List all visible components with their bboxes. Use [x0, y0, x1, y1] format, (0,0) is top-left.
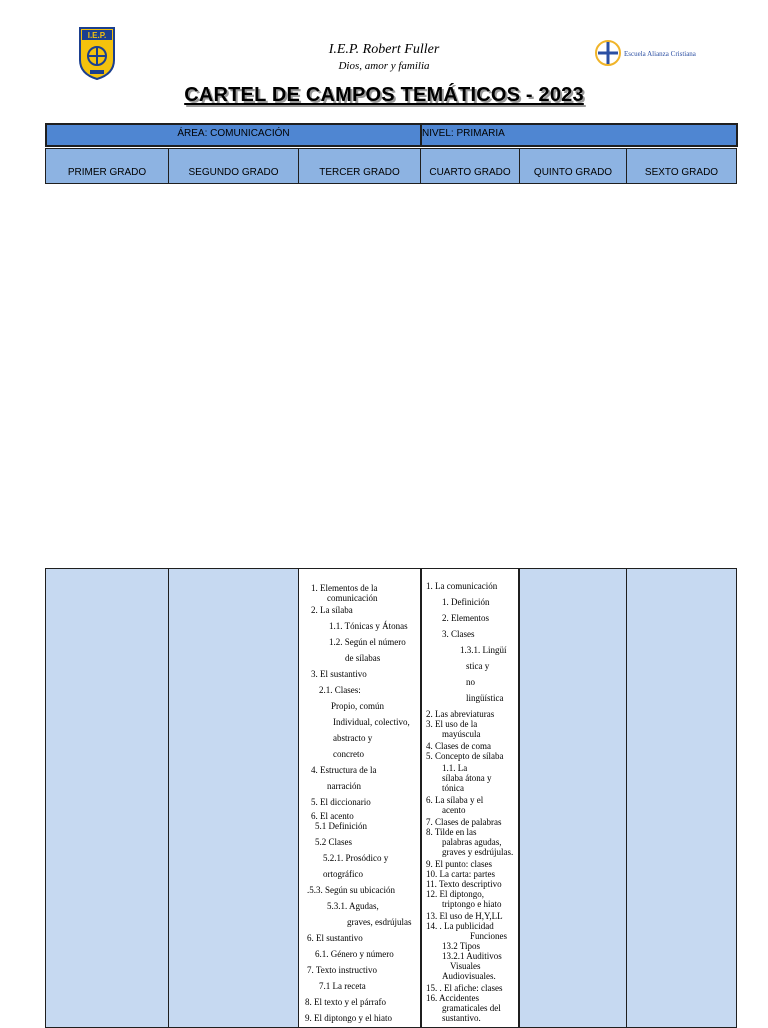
- quinto-grado-cell: [519, 568, 627, 1028]
- topic-line: triptongo e hiato: [442, 899, 502, 909]
- topic-line: graves y esdrújulas.: [442, 847, 514, 857]
- topic-line: 9. El diptongo y el hiato: [305, 1013, 392, 1023]
- grade-header-sexto: SEXTO GRADO: [626, 148, 737, 184]
- grade-header-segundo: SEGUNDO GRADO: [168, 148, 299, 184]
- page-title: CARTEL DE CAMPOS TEMÁTICOS - 2023: [184, 84, 584, 106]
- topic-line: sustantivo.: [442, 1013, 481, 1023]
- nivel-label: NIVEL: PRIMARIA: [422, 128, 505, 139]
- topic-line: 5.2 Clases: [315, 837, 352, 847]
- topic-line: 1.1. Tónicas y Átonas: [329, 621, 408, 631]
- topic-line: 4. Estructura de la: [311, 765, 377, 775]
- topic-line: 5. Concepto de sílaba: [426, 751, 504, 761]
- topic-line: 5.1 Definición: [315, 821, 367, 831]
- topic-line: 8. El texto y el párrafo: [305, 997, 386, 1007]
- topic-line: 3. El sustantivo: [311, 669, 367, 679]
- table-header-grades-row: [45, 148, 738, 184]
- grade-header-cuarto: CUARTO GRADO: [420, 148, 520, 184]
- topic-line: 10. La carta: partes: [426, 869, 495, 879]
- topic-line: 9. El punto: clases: [426, 859, 492, 869]
- grade-header-quinto: QUINTO GRADO: [519, 148, 627, 184]
- segundo-grado-cell: [168, 568, 299, 1028]
- topic-line: 1.3.1. Lingüí: [460, 645, 507, 655]
- topic-line: 7.1 La receta: [319, 981, 366, 991]
- topic-line: 13.2 Tipos: [442, 941, 481, 951]
- primer-grado-cell: [45, 568, 169, 1028]
- topic-line: 5. El diccionario: [311, 797, 371, 807]
- topic-line: 11. Texto descriptivo: [426, 879, 502, 889]
- topic-line: 7. Clases de palabras: [426, 817, 502, 827]
- topic-line: 15. . El afiche: clases: [426, 983, 503, 993]
- topic-line: 12. El diptongo,: [426, 889, 484, 899]
- topic-line: no: [466, 677, 475, 687]
- table-body-row: [45, 568, 738, 1028]
- topic-line: 13. El uso de H,Y,LL: [426, 911, 503, 921]
- topic-line: 3. Clases: [442, 629, 475, 639]
- topic-line: 2. La sílaba: [311, 605, 353, 615]
- topic-line: abstracto y: [333, 733, 373, 743]
- topic-line: 6.1. Género y número: [315, 949, 394, 959]
- logo-right-text: Escuela Alianza Cristiana: [624, 50, 696, 58]
- topic-line: Propio, común: [331, 701, 384, 711]
- topic-line: Audiovisuales.: [442, 971, 496, 981]
- topic-line: 1. La comunicación: [426, 581, 498, 591]
- topic-line: 1. Elementos de la: [311, 583, 378, 593]
- grade-header-tercer: TERCER GRADO: [298, 148, 421, 184]
- school-name: I.E.P. Robert Fuller: [328, 42, 440, 57]
- topic-line: sílaba átona y: [442, 773, 492, 783]
- topic-line: de sílabas: [345, 653, 381, 663]
- topic-line: ortográfico: [323, 869, 363, 879]
- topic-line: 5.3.1. Agudas,: [327, 901, 379, 911]
- topic-line: tónica: [442, 783, 464, 793]
- topic-line: Funciones: [470, 931, 507, 941]
- topic-line: 2. Elementos: [442, 613, 489, 623]
- topic-line: 7. Texto instructivo: [307, 965, 377, 975]
- topic-line: 6. El acento: [311, 811, 354, 821]
- tercer-grado-topics: [298, 568, 421, 1028]
- topic-line: 4. Clases de coma: [426, 741, 491, 751]
- topic-line: 14. . La publicidad: [426, 921, 494, 931]
- topic-line: comunicación: [327, 593, 378, 603]
- topic-line: 8. Tilde en las: [426, 827, 477, 837]
- topic-line: graves, esdrújulas: [347, 917, 412, 927]
- school-motto: Dios, amor y familia: [338, 60, 430, 72]
- topic-line: palabras agudas,: [442, 837, 502, 847]
- topic-line: lingüística: [466, 693, 504, 703]
- topic-line: 1.1. La: [442, 763, 468, 773]
- topic-line: 6. El sustantivo: [307, 933, 363, 943]
- topic-line: gramaticales del: [442, 1003, 501, 1013]
- topic-line: 1. Definición: [442, 597, 490, 607]
- alianza-cristiana-logo: [594, 38, 696, 68]
- topic-line: acento: [442, 805, 466, 815]
- logo-left-text: I.E.P.: [87, 31, 107, 40]
- topic-line: concreto: [333, 749, 364, 759]
- topic-line: 2. Las abreviaturas: [426, 709, 495, 719]
- topic-line: 1.2. Según el número: [329, 637, 406, 647]
- topic-line: .5.3. Según su ubicación: [307, 885, 395, 895]
- topic-line: 2.1. Clases:: [319, 685, 361, 695]
- sexto-grado-cell: [626, 568, 737, 1028]
- topic-line: 6. La sílaba y el: [426, 795, 484, 805]
- topic-line: 5.2.1. Prosódico y: [323, 853, 389, 863]
- topic-line: 16. Accidentes: [426, 993, 479, 1003]
- topic-line: mayúscula: [442, 729, 481, 739]
- topic-line: Individual, colectivo,: [333, 717, 410, 727]
- table-header-area-row: [45, 123, 738, 147]
- topic-line: narración: [327, 781, 361, 791]
- topic-line: Visuales: [450, 961, 481, 971]
- grade-header-primer: PRIMER GRADO: [45, 148, 169, 184]
- area-label: ÁREA: COMUNICACIÓN: [47, 125, 422, 145]
- topic-line: stica y: [466, 661, 490, 671]
- topic-line: 3. El uso de la: [426, 719, 478, 729]
- cuarto-grado-topics: [420, 568, 520, 1028]
- topic-line: 13.2.1 Auditivos: [442, 951, 502, 961]
